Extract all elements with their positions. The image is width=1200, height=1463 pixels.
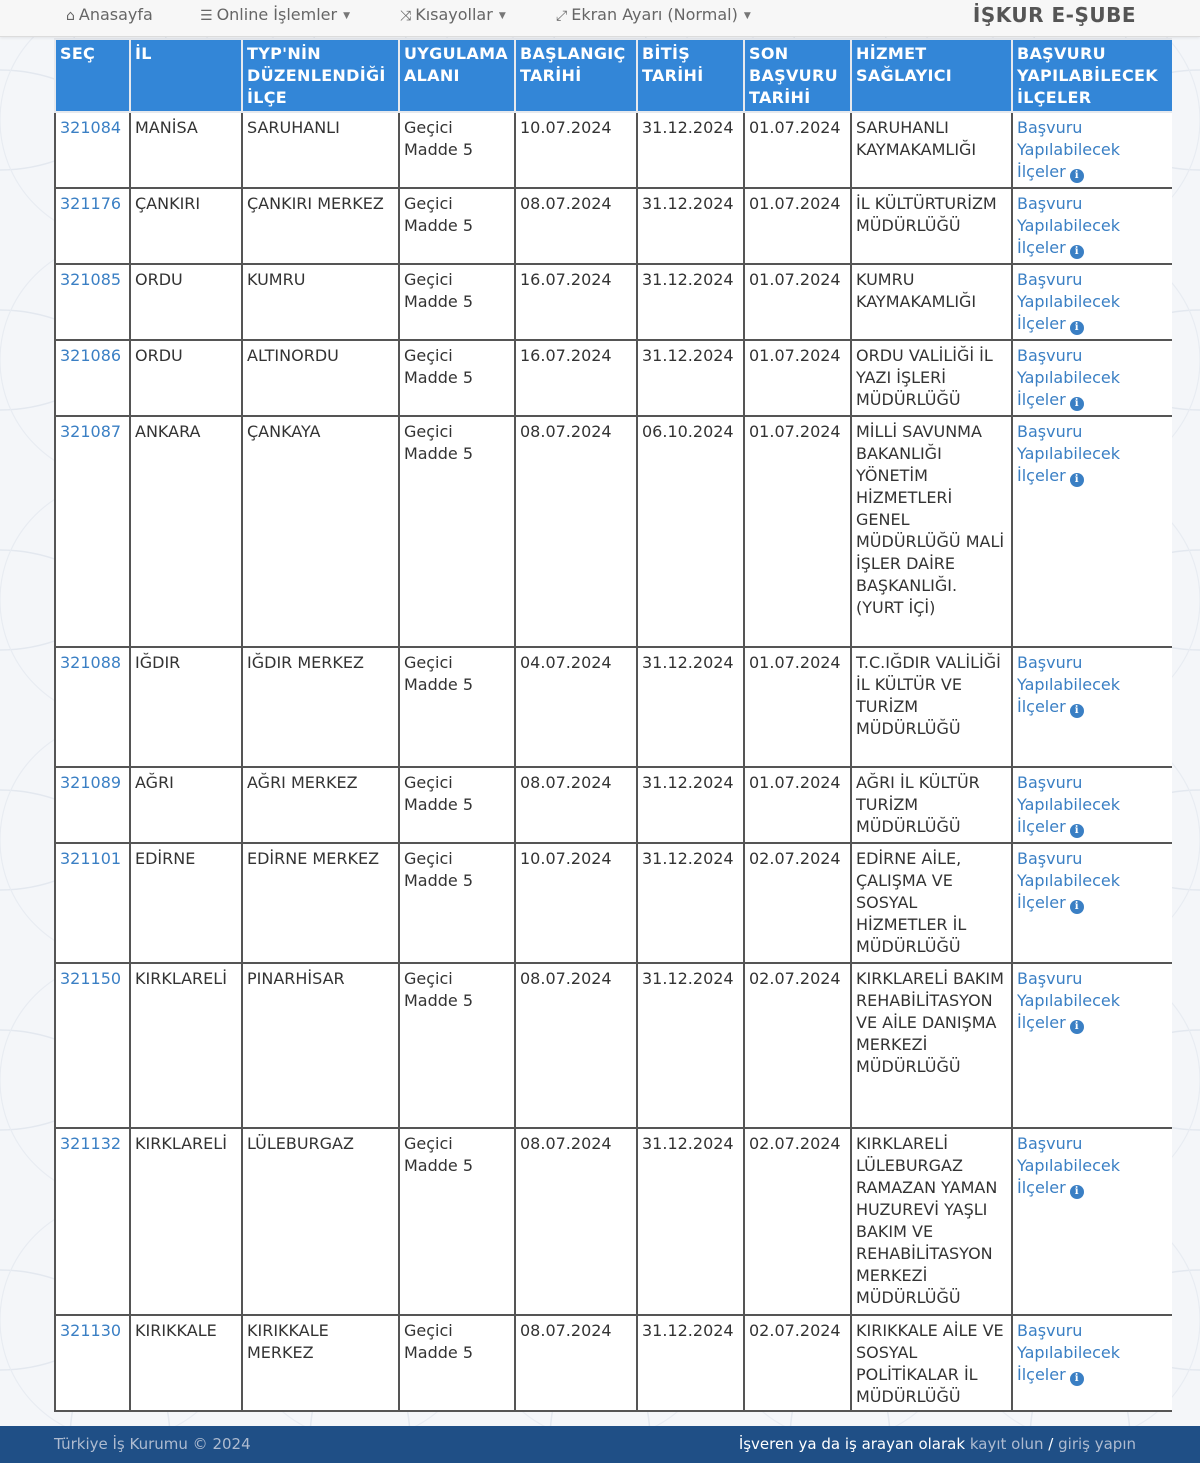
cell-alan: Geçici Madde 5 [399, 264, 515, 340]
cell-ilce: IĞDIR MERKEZ [242, 647, 399, 767]
info-icon[interactable]: i [1070, 321, 1084, 335]
cell-baslangic: 16.07.2024 [515, 340, 637, 416]
table-row [55, 767, 1172, 843]
eligible-districts-link[interactable] [1017, 849, 1120, 912]
cell-bitis: 31.12.2024 [637, 843, 744, 963]
cell-saglayici: ORDU VALİLİĞİ İL YAZI İŞLERİ MÜDÜRLÜĞÜ [851, 340, 1012, 416]
cell-ilceler [1012, 416, 1172, 647]
cell-il: IĞDIR [130, 647, 242, 767]
cell-bitis: 31.12.2024 [637, 767, 744, 843]
cell-baslangic: 08.07.2024 [515, 188, 637, 264]
cell-sec [55, 264, 130, 340]
select-program-link[interactable]: 321085 [60, 270, 122, 289]
cell-ilceler [1012, 188, 1172, 264]
cell-sec [55, 340, 130, 416]
select-program-link[interactable]: 321176 [60, 194, 122, 213]
column-header-saglayici: HİZMET SAĞLAYICI [851, 39, 1012, 112]
cell-saglayici: AĞRI İL KÜLTÜR TURİZM MÜDÜRLÜĞÜ [851, 767, 1012, 843]
info-icon[interactable]: i [1070, 245, 1084, 259]
footer-prompt-text: İşveren ya da iş arayan olarak [738, 1435, 966, 1453]
cell-bitis: 31.12.2024 [637, 264, 744, 340]
eligible-districts-label: Başvuru Yapılabilecek İlçeler [1017, 1134, 1121, 1197]
table-row [55, 264, 1172, 340]
cell-baslangic: 08.07.2024 [515, 416, 637, 647]
caret-down-icon: ▼ [743, 10, 751, 21]
cell-baslangic: 08.07.2024 [515, 1128, 637, 1315]
column-header-alan: UYGULAMA ALANI [399, 39, 515, 112]
results-table-container [54, 38, 1172, 1426]
select-program-link[interactable]: 321084 [60, 118, 122, 137]
cell-saglayici: KIRKLARELİ BAKIM REHABİLİTASYON VE AİLE DANIŞMA MERKEZİ MÜDÜRLÜĞÜ [851, 963, 1012, 1128]
cell-alan: Geçici Madde 5 [399, 1315, 515, 1411]
table-row [55, 843, 1172, 963]
login-link[interactable]: giriş yapın [1058, 1435, 1136, 1453]
nav-kisayollar[interactable] [400, 0, 506, 30]
expand-icon: ⤢ [556, 8, 568, 24]
nav-home[interactable] [66, 0, 153, 30]
select-program-link[interactable]: 321086 [60, 346, 122, 365]
cell-ilceler [1012, 340, 1172, 416]
table-header-row [55, 39, 1172, 112]
cell-ilceler [1012, 1315, 1172, 1411]
cell-ilce: ÇANKIRI MERKEZ [242, 188, 399, 264]
footer-separator: / [1048, 1435, 1054, 1453]
cell-saglayici: KUMRU KAYMAKAMLIĞI [851, 264, 1012, 340]
cell-saglayici: T.C.IĞDIR VALİLİĞİ İL KÜLTÜR VE TURİZM MÜDÜRLÜĞÜ [851, 647, 1012, 767]
eligible-districts-label: Başvuru Yapılabilecek İlçeler [1017, 270, 1121, 333]
cell-son: 02.07.2024 [744, 963, 851, 1128]
eligible-districts-link[interactable] [1017, 422, 1120, 485]
select-program-link[interactable]: 321130 [60, 1321, 122, 1340]
cell-sec [55, 1128, 130, 1315]
nav-ekran-ayari[interactable] [556, 0, 751, 30]
cell-ilce: EDİRNE MERKEZ [242, 843, 399, 963]
cell-ilceler [1012, 767, 1172, 843]
cell-il: MANİSA [130, 112, 242, 188]
list-icon: ☰ [200, 8, 213, 24]
cell-baslangic: 04.07.2024 [515, 647, 637, 767]
info-icon[interactable]: i [1070, 473, 1084, 487]
table-row [55, 188, 1172, 264]
cell-il: ÇANKIRI [130, 188, 242, 264]
table-row [55, 647, 1172, 767]
cell-ilce: SARUHANLI [242, 112, 399, 188]
eligible-districts-label: Başvuru Yapılabilecek İlçeler [1017, 849, 1121, 912]
cell-ilceler [1012, 1128, 1172, 1315]
cell-bitis: 31.12.2024 [637, 112, 744, 188]
info-icon[interactable]: i [1070, 900, 1084, 914]
cell-ilce: ÇANKAYA [242, 416, 399, 647]
cell-il: KIRIKKALE [130, 1315, 242, 1411]
eligible-districts-link[interactable] [1017, 1321, 1120, 1384]
eligible-districts-label: Başvuru Yapılabilecek İlçeler [1017, 1321, 1121, 1384]
cell-baslangic: 08.07.2024 [515, 1315, 637, 1411]
info-icon[interactable]: i [1070, 397, 1084, 411]
cell-ilce: KIRIKKALE MERKEZ [242, 1315, 399, 1411]
column-header-il: İL [130, 39, 242, 112]
table-row [55, 416, 1172, 647]
eligible-districts-label: Başvuru Yapılabilecek İlçeler [1017, 969, 1121, 1032]
cell-ilce: AĞRI MERKEZ [242, 767, 399, 843]
cell-saglayici: SARUHANLI KAYMAKAMLIĞI [851, 112, 1012, 188]
nav-kisayollar-label: Kısayollar [415, 5, 493, 24]
eligible-districts-link[interactable] [1017, 118, 1120, 181]
eligible-districts-link[interactable] [1017, 346, 1120, 409]
eligible-districts-label: Başvuru Yapılabilecek İlçeler [1017, 118, 1121, 181]
footer-copyright: Türkiye İş Kurumu © 2024 [54, 1435, 251, 1453]
eligible-districts-label: Başvuru Yapılabilecek İlçeler [1017, 422, 1121, 485]
cell-saglayici: MİLLİ SAVUNMA BAKANLIĞI YÖNETİM HİZMETLERİ GENEL MÜDÜRLÜĞÜ MALİ İŞLER DAİRE BAŞKANLIĞI. (YURT İÇİ) [851, 416, 1012, 647]
table-row [55, 1315, 1172, 1411]
cell-alan: Geçici Madde 5 [399, 843, 515, 963]
cell-sec [55, 112, 130, 188]
cell-baslangic: 08.07.2024 [515, 963, 637, 1128]
select-program-link[interactable]: 321132 [60, 1134, 122, 1153]
cell-ilce: KUMRU [242, 264, 399, 340]
cell-sec [55, 416, 130, 647]
cell-il: KIRKLARELİ [130, 963, 242, 1128]
cell-son: 02.07.2024 [744, 843, 851, 963]
select-program-link[interactable]: 321150 [60, 969, 122, 988]
info-icon[interactable]: i [1070, 1185, 1084, 1199]
top-navbar [0, 0, 1200, 37]
table-row [55, 112, 1172, 188]
cell-baslangic: 10.07.2024 [515, 843, 637, 963]
home-icon: ⌂ [66, 8, 75, 24]
column-header-baslangic: BAŞLANGIÇ TARİHİ [515, 39, 637, 112]
cell-ilceler [1012, 112, 1172, 188]
cell-sec [55, 1315, 130, 1411]
cell-bitis: 31.12.2024 [637, 647, 744, 767]
cell-ilceler [1012, 264, 1172, 340]
cell-son: 01.07.2024 [744, 264, 851, 340]
footer-auth-prompt [739, 1426, 1136, 1463]
column-header-sec: SEÇ [55, 39, 130, 112]
info-icon[interactable]: i [1070, 169, 1084, 183]
cell-alan: Geçici Madde 5 [399, 767, 515, 843]
cell-il: ANKARA [130, 416, 242, 647]
eligible-districts-label: Başvuru Yapılabilecek İlçeler [1017, 346, 1121, 409]
eligible-districts-link[interactable] [1017, 653, 1120, 716]
register-link[interactable]: kayıt olun [969, 1435, 1044, 1453]
nav-home-label: Anasayfa [78, 5, 153, 24]
cell-son: 01.07.2024 [744, 112, 851, 188]
cell-alan: Geçici Madde 5 [399, 647, 515, 767]
table-body [55, 112, 1172, 1411]
cell-saglayici: İL KÜLTÜRTURİZM MÜDÜRLÜĞÜ [851, 188, 1012, 264]
cell-alan: Geçici Madde 5 [399, 188, 515, 264]
column-header-bitis: BİTİŞ TARİHİ [637, 39, 744, 112]
eligible-districts-link[interactable] [1017, 773, 1120, 836]
cell-bitis: 31.12.2024 [637, 1315, 744, 1411]
cell-son: 02.07.2024 [744, 1128, 851, 1315]
cell-bitis: 31.12.2024 [637, 340, 744, 416]
results-table [54, 38, 1172, 1412]
cell-sec [55, 188, 130, 264]
cell-il: KIRKLARELİ [130, 1128, 242, 1315]
cell-son: 01.07.2024 [744, 767, 851, 843]
table-row [55, 340, 1172, 416]
cell-bitis: 31.12.2024 [637, 963, 744, 1128]
shuffle-icon: ⤨ [400, 8, 412, 24]
info-icon[interactable]: i [1070, 704, 1084, 718]
caret-down-icon: ▼ [498, 10, 506, 21]
select-program-link[interactable]: 321089 [60, 773, 122, 792]
cell-il: ORDU [130, 340, 242, 416]
select-program-link[interactable]: 321088 [60, 653, 122, 672]
cell-alan: Geçici Madde 5 [399, 416, 515, 647]
cell-sec [55, 647, 130, 767]
nav-online-islemler[interactable] [200, 0, 350, 30]
cell-sec [55, 963, 130, 1128]
column-header-ilce: TYP'NİN DÜZENLENDİĞİ İLÇE [242, 39, 399, 112]
info-icon[interactable]: i [1070, 1372, 1084, 1386]
cell-son: 02.07.2024 [744, 1315, 851, 1411]
nav-online-islemler-label: Online İşlemler [216, 5, 338, 24]
cell-alan: Geçici Madde 5 [399, 112, 515, 188]
cell-bitis: 31.12.2024 [637, 188, 744, 264]
footer [0, 1426, 1200, 1463]
cell-alan: Geçici Madde 5 [399, 963, 515, 1128]
cell-saglayici: KIRKLARELİ LÜLEBURGAZ RAMAZAN YAMAN HUZUREVİ YAŞLI BAKIM VE REHABİLİTASYON MERKEZİ MÜDÜRLÜĞÜ [851, 1128, 1012, 1315]
cell-bitis: 31.12.2024 [637, 1128, 744, 1315]
cell-alan: Geçici Madde 5 [399, 1128, 515, 1315]
cell-ilce: LÜLEBURGAZ [242, 1128, 399, 1315]
info-icon[interactable]: i [1070, 1020, 1084, 1034]
info-icon[interactable]: i [1070, 824, 1084, 838]
cell-ilceler [1012, 963, 1172, 1128]
cell-il: ORDU [130, 264, 242, 340]
cell-baslangic: 08.07.2024 [515, 767, 637, 843]
caret-down-icon: ▼ [343, 10, 350, 21]
cell-son: 01.07.2024 [744, 647, 851, 767]
cell-il: EDİRNE [130, 843, 242, 963]
eligible-districts-label: Başvuru Yapılabilecek İlçeler [1017, 194, 1121, 257]
cell-son: 01.07.2024 [744, 188, 851, 264]
cell-ilce: PINARHİSAR [242, 963, 399, 1128]
table-row [55, 1128, 1172, 1315]
cell-sec [55, 843, 130, 963]
cell-ilceler [1012, 843, 1172, 963]
cell-baslangic: 10.07.2024 [515, 112, 637, 188]
select-program-link[interactable]: 321101 [60, 849, 122, 868]
eligible-districts-link[interactable] [1017, 194, 1120, 257]
nav-ekran-ayari-label: Ekran Ayarı (Normal) [571, 5, 738, 24]
cell-il: AĞRI [130, 767, 242, 843]
cell-bitis: 06.10.2024 [637, 416, 744, 647]
column-header-son: SON BAŞVURU TARİHİ [744, 39, 851, 112]
eligible-districts-link[interactable] [1017, 1134, 1120, 1197]
cell-baslangic: 16.07.2024 [515, 264, 637, 340]
eligible-districts-link[interactable] [1017, 270, 1120, 333]
cell-son: 01.07.2024 [744, 416, 851, 647]
brand-title[interactable]: İŞKUR E-ŞUBE [972, 3, 1136, 27]
cell-saglayici: EDİRNE AİLE, ÇALIŞMA VE SOSYAL HİZMETLER İL MÜDÜRLÜĞÜ [851, 843, 1012, 963]
cell-son: 01.07.2024 [744, 340, 851, 416]
eligible-districts-label: Başvuru Yapılabilecek İlçeler [1017, 773, 1121, 836]
cell-ilceler [1012, 647, 1172, 767]
table-row [55, 963, 1172, 1128]
cell-sec [55, 767, 130, 843]
cell-ilce: ALTINORDU [242, 340, 399, 416]
eligible-districts-link[interactable] [1017, 969, 1120, 1032]
select-program-link[interactable]: 321087 [60, 422, 122, 441]
column-header-ilceler: BAŞVURU YAPILABİLECEK İLÇELER [1012, 39, 1172, 112]
cell-saglayici: KIRIKKALE AİLE VE SOSYAL POLİTİKALAR İL MÜDÜRLÜĞÜ [851, 1315, 1012, 1411]
eligible-districts-label: Başvuru Yapılabilecek İlçeler [1017, 653, 1121, 716]
cell-alan: Geçici Madde 5 [399, 340, 515, 416]
